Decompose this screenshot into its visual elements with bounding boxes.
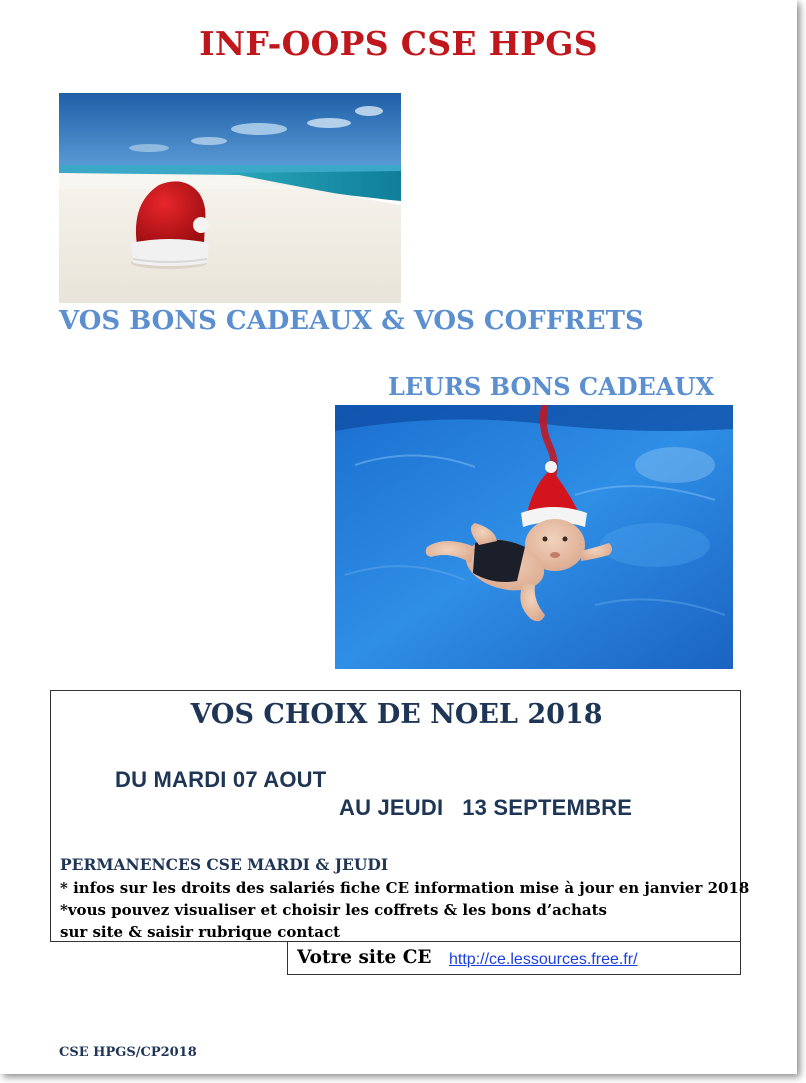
footer-code: CSE HPGS/CP2018 [59,1045,197,1060]
section-heading-gifts: VOS BONS CADEAUX & VOS COFFRETS [59,306,644,336]
section-heading-their-gifts: LEURS BONS CADEAUX [388,372,714,401]
choices-title: VOS CHOIX DE NOEL 2018 [190,699,603,730]
date-from: DU MARDI 07 AOUT [115,767,327,792]
underwater-baby-photo [335,405,733,669]
permanences-heading: PERMANENCES CSE MARDI & JEUDI [60,855,389,874]
info-line-3: sur site & saisir rubrique contact [60,923,341,941]
info-line-1: * infos sur les droits des salariés fiche CE information mise à jour en janvier 2018 [60,879,750,897]
beach-santa-hat-photo [59,93,401,303]
date-to: AU JEUDI 13 SEPTEMBRE [339,795,633,820]
site-box [287,941,741,975]
noel-choices-box [50,690,750,942]
site-label: Votre site CE [297,947,432,968]
page-title: INF-OOPS CSE HPGS [199,24,598,63]
site-link[interactable]: http://ce.lessources.free.fr/ [449,951,638,968]
info-line-2: *vous pouvez visualiser et choisir les coffrets & les bons d’achats [60,901,607,919]
